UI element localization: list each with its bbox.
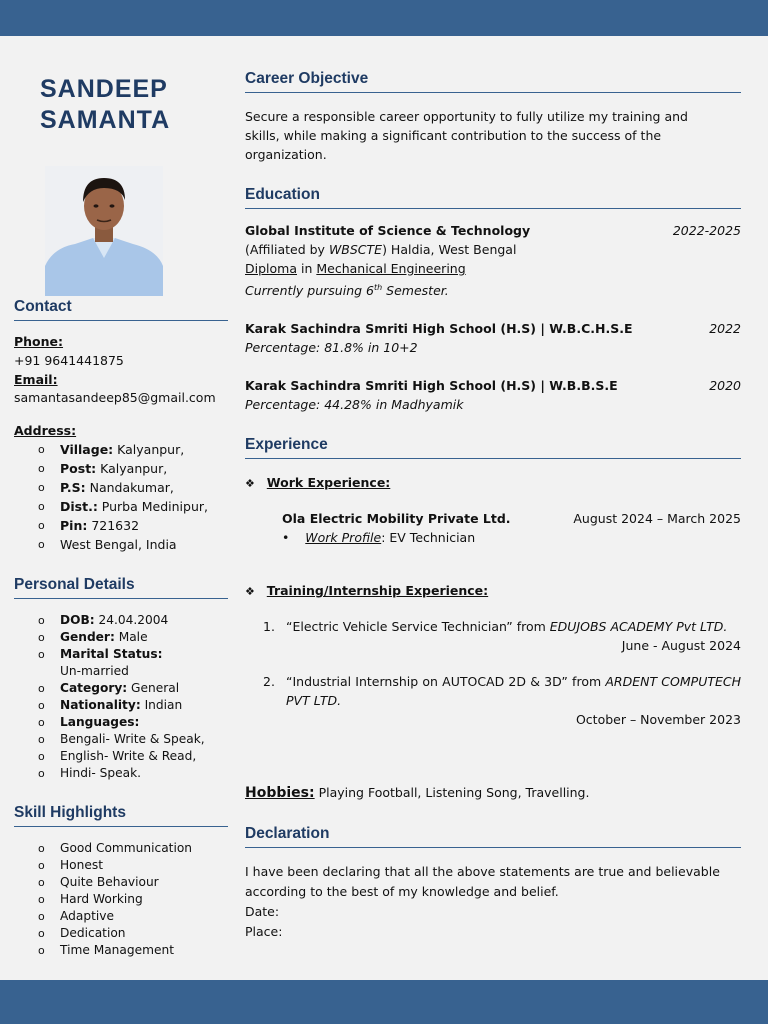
list-item: o Gender: Male — [38, 629, 228, 646]
list-item: o English- Write & Read, — [38, 748, 228, 765]
edu-school: Global Institute of Science & Technology — [245, 223, 531, 238]
edu-affiliation: (Affiliated by WBSCTE) Haldia, West Bengal — [245, 242, 517, 257]
edu-detail: Percentage: 81.8% in 10+2 — [245, 340, 418, 356]
company-name: Ola Electric Mobility Private Ltd. — [282, 511, 511, 527]
diamond-bullet-icon: ❖ — [245, 477, 255, 491]
edu-current: Currently pursuing 6th Semester. — [245, 283, 449, 299]
right-column — [245, 70, 741, 942]
list-item: o Languages: — [38, 714, 228, 731]
training-item: 1. “Electric Vehicle Service Technician” from EDUJOBS ACADEMY Pvt LTD. June - August 2024 — [263, 619, 741, 654]
footer-bar — [0, 980, 768, 1024]
edu-degree: Diploma in Mechanical Engineering — [245, 261, 466, 276]
list-item: o Time Management — [38, 942, 228, 959]
list-item: o Village: Kalyanpur, — [38, 440, 228, 459]
list-item: o West Bengal, India — [38, 535, 228, 554]
contact-heading: Contact — [14, 298, 228, 321]
diamond-bullet-icon: ❖ — [245, 585, 255, 599]
work-dates: August 2024 – March 2025 — [573, 511, 741, 527]
education-item — [245, 221, 741, 300]
date-label: Date: — [245, 904, 280, 920]
declaration-heading: Declaration — [245, 825, 741, 848]
list-item: o Marital Status: Un-married — [38, 646, 228, 680]
list-item: o Hard Working — [38, 891, 228, 908]
declaration-text: I have been declaring that all the above statements are true and believable according to the best of my knowledge and belief. — [245, 864, 720, 900]
left-column — [14, 74, 228, 959]
phone-label: Phone: — [14, 334, 64, 349]
list-item: o Honest — [38, 857, 228, 874]
email-label: Email: — [14, 372, 58, 387]
list-item: o Hindi- Speak. — [38, 765, 228, 782]
education-heading: Education — [245, 186, 741, 209]
list-item: o Dedication — [38, 925, 228, 942]
person-name: SANDEEP SAMANTA — [40, 75, 171, 134]
edu-years: 2022-2025 — [672, 223, 741, 238]
address-list — [14, 440, 228, 554]
training-text: “Industrial Internship on AUTOCAD 2D & 3D” from ARDENT COMPUTECH PVT LTD. — [286, 674, 742, 709]
training-text: “Electric Vehicle Service Technician” from EDUJOBS ACADEMY Pvt LTD. — [286, 619, 728, 635]
profile-photo-image — [45, 166, 163, 296]
work-profile: • Work Profile: EV Technician — [282, 530, 476, 546]
list-item: o Good Communication — [38, 840, 228, 857]
header-bar — [0, 0, 768, 36]
edu-years: 2020 — [709, 378, 741, 394]
contact-block — [14, 332, 228, 554]
address-label: Address: — [14, 423, 77, 438]
career-objective-heading: Career Objective — [245, 70, 741, 93]
skills-heading: Skill Highlights — [14, 804, 228, 827]
personal-details-list — [14, 612, 228, 782]
work-experience-item — [245, 509, 741, 547]
email-value: samantasandeep85@gmail.com — [14, 390, 216, 405]
edu-school: Karak Sachindra Smriti High School (H.S) | W.B.B.S.E — [245, 378, 618, 394]
list-item: o P.S: Nandakumar, — [38, 478, 228, 497]
list-item: o Nationality: Indian — [38, 697, 228, 714]
list-item: o Dist.: Purba Medinipur, — [38, 497, 228, 516]
training-experience-label: ❖ Training/Internship Experience: — [245, 583, 489, 599]
edu-school: Karak Sachindra Smriti High School (H.S) | W.B.C.H.S.E — [245, 321, 633, 337]
education-item — [245, 376, 741, 414]
edu-detail: Percentage: 44.28% in Madhyamik — [245, 397, 464, 413]
list-item: o DOB: 24.04.2004 — [38, 612, 228, 629]
phone-value: +91 9641441875 — [14, 353, 124, 368]
personal-details-heading: Personal Details — [14, 576, 228, 599]
skills-list — [14, 840, 228, 959]
list-item: o Post: Kalyanpur, — [38, 459, 228, 478]
work-experience-label: ❖ Work Experience: — [245, 475, 391, 491]
place-label: Place: — [245, 924, 283, 940]
list-item: o Pin: 721632 — [38, 516, 228, 535]
list-item: o Category: General — [38, 680, 228, 697]
list-item: o Adaptive — [38, 908, 228, 925]
list-item: o Bengali- Write & Speak, — [38, 731, 228, 748]
career-objective-text: Secure a responsible career opportunity to fully utilize my training and skills, while making a significant contribution to the success of the organization. — [245, 109, 688, 162]
training-item: 2. “Industrial Internship on AUTOCAD 2D & 3D” from ARDENT COMPUTECH PVT LTD. October – November 2023 — [263, 674, 742, 728]
hobbies: Hobbies: Playing Football, Listening Song, Travelling. — [245, 785, 590, 802]
training-dates: October – November 2023 — [575, 712, 741, 728]
edu-years: 2022 — [709, 321, 741, 337]
profile-photo — [45, 166, 163, 296]
education-item — [245, 319, 741, 357]
list-item: o Quite Behaviour — [38, 874, 228, 891]
training-dates: June - August 2024 — [621, 638, 741, 654]
experience-heading: Experience — [245, 436, 741, 459]
